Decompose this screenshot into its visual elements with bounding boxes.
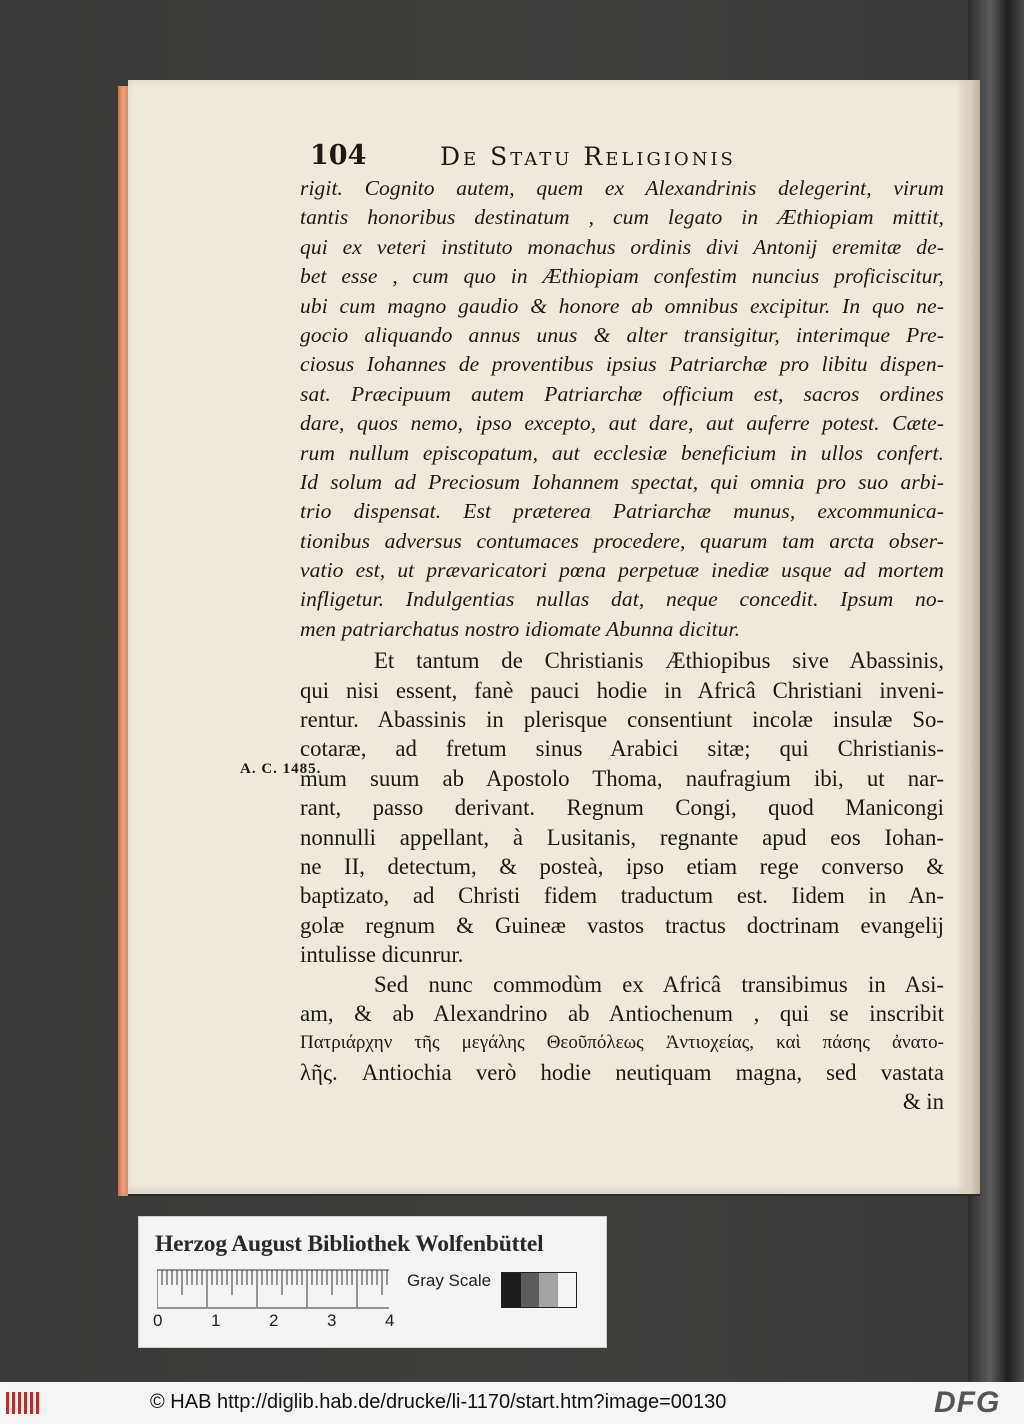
- text-line: tantis honoribus destinatum , cum legato in Æthiopiam mittit,: [300, 205, 944, 230]
- ruler-number: 4: [385, 1311, 395, 1330]
- text-line: rum nullum episcopatum, aut ecclesiæ beneficium in ullos confert.: [300, 440, 944, 465]
- text-line: rentur. Abassinis in plerisque consentiunt incolæ insulæ So-: [300, 707, 944, 733]
- ruler-number: 0: [153, 1311, 163, 1330]
- text-line: rigit. Cognito autem, quem ex Alexandrinis delegerint, virum: [300, 176, 944, 200]
- text-line: cotaræ, ad fretum sinus Arabici sitæ; qui Christianis-: [300, 736, 944, 762]
- library-name: Herzog August Bibliothek Wolfenbüttel: [155, 1231, 544, 1257]
- copyright-url[interactable]: © HAB http://diglib.hab.de/drucke/li-1170/start.htm?image=00130: [150, 1391, 727, 1413]
- body-text: [300, 174, 944, 1117]
- text-line: ciosus Iohannes de proventibus ipsius Patriarchæ pro libitu dispen-: [300, 352, 944, 377]
- text-line: golæ regnum & Guineæ vastos tractus doctrinam evangelij: [300, 912, 944, 938]
- text-line: rant, passo derivant. Regnum Congi, quod Manicongi: [300, 795, 944, 821]
- text-line: trio dispensat. Est præterea Patriarchæ munus, excommunica-: [300, 499, 944, 524]
- text-line: Πατριάρχην τῆς μεγάλης Θεοῦπόλεως Ἀντιοχείας, καὶ πάσης ἀνατο-: [300, 1032, 944, 1054]
- roman-paragraph-2: [300, 970, 944, 1117]
- text-line: λῆς. Antiochia verò hodie neutiquam magna, sed vastata: [300, 1059, 944, 1085]
- text-line: baptizato, ad Christi fidem traductum est. Iidem in An-: [300, 883, 944, 909]
- text-line: dare, quos nemo, ipso excepto, aut dare, aut auferre potest. Cæte-: [300, 411, 944, 436]
- text-line: Id solum ad Preciosum Iohannem spectat, qui omnia pro suo arbi-: [300, 469, 944, 494]
- text-line: Sed nunc commodùm ex Africâ transibimus in Asi-: [374, 971, 944, 997]
- page-number: 104: [310, 140, 367, 171]
- running-title: De Statu Religionis: [440, 142, 736, 171]
- text-line: sat. Præcipuum autem Patriarchæ officium est, sacros ordines: [300, 381, 944, 406]
- text-line: intulisse dicunrur.: [300, 942, 464, 968]
- text-line: vatio est, ut prævaricatori pœna perpetuæ inediæ usque ad mortem: [300, 558, 944, 583]
- ruler-number: 3: [327, 1311, 337, 1330]
- text-line: tionibus adversus contumaces procedere, quarum tam arcta obser-: [300, 528, 944, 553]
- text-line: bet esse , cum quo in Æthiopiam confestim nuncius proficiscitur,: [300, 264, 944, 289]
- italic-paragraph: [300, 174, 944, 644]
- text-line: qui ex veteri instituto monachus ordinis divi Antonij eremitæ de-: [300, 234, 944, 259]
- text-line: nonnulli appellant, à Lusitanis, regnante apud eos Iohan-: [300, 824, 944, 850]
- ruler-number: 2: [269, 1311, 279, 1330]
- text-line: mum suum ab Apostolo Thoma, naufragium ibi, ut nar-: [300, 765, 944, 791]
- text-line: qui nisi essent, fanè pauci hodie in Africâ Christiani inveni-: [300, 677, 944, 703]
- ruler-numbers: [147, 1311, 407, 1335]
- footer-bar: [0, 1382, 1024, 1424]
- margin-note: A. C. 1485.: [240, 761, 322, 777]
- text-line: gocio aliquando annus unus & alter transigitur, interimque Pre-: [300, 322, 944, 347]
- page-red-edge: [118, 86, 128, 1196]
- text-line: ubi cum magno gaudio & honore ab omnibus excipitur. In quo ne-: [300, 293, 944, 318]
- gray-scale-label: Gray Scale: [407, 1271, 492, 1290]
- hab-logo-icon: [6, 1392, 42, 1414]
- text-line: am, & ab Alexandrino ab Antiochenum , qui se inscribit: [300, 1000, 944, 1026]
- text-line: Et tantum de Christianis Æthiopibus sive Abassinis,: [374, 648, 944, 674]
- text-line: ne II, detectum, & posteà, ipso etiam rege converso &: [300, 853, 944, 879]
- ruler: [157, 1269, 397, 1309]
- ruler-number: 1: [211, 1311, 221, 1330]
- dfg-logo: DFG: [934, 1386, 1001, 1419]
- roman-paragraph-1: [300, 646, 944, 969]
- library-label-card: [138, 1216, 607, 1348]
- catchword: & in: [902, 1089, 944, 1115]
- gray-scale-swatch: [501, 1272, 577, 1308]
- text-line: men patriarchatus nostro idiomate Abunna dicitur.: [300, 616, 741, 641]
- text-line: infligetur. Indulgentias nullas dat, neque concedit. Ipsum no-: [300, 587, 944, 612]
- page-gutter: [956, 80, 980, 1194]
